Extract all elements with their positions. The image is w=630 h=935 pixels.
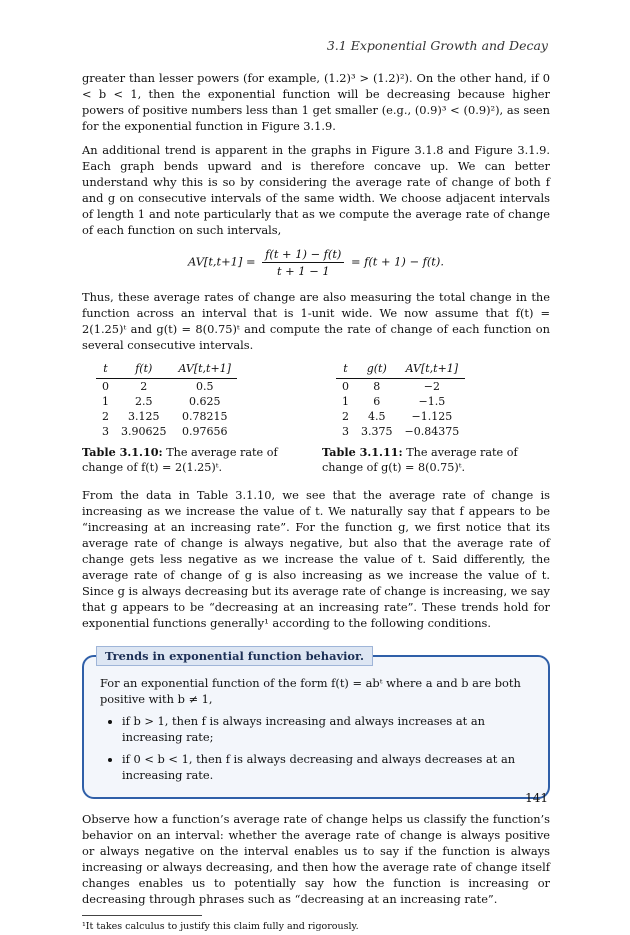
table-cell: −0.84375 [404,425,460,438]
equation-rhs: = f(t + 1) − f(t). [350,254,444,269]
table-g-header: t [336,361,355,379]
table-row [336,409,465,424]
paragraph-3: Thus, these average rates of change are also measuring the total change in the function across an interval that is 1-unit wide. We now assume that f(t) = 2(1.25)ᵗ and g(t) = 8(0.75)ᵗ and compute the rate of change of each function on several consecutive intervals. [82,290,550,352]
tables-row [82,361,550,475]
page-number: 141 [525,791,548,805]
table-g-caption [322,445,550,475]
list-item: • if 0 < b < 1, then f is always decreasing and always decreases at an increasing rate. [122,751,534,783]
list-item: • if b > 1, then f is always increasing and always increases at an increasing rate; [122,713,534,745]
table-g-header: AV[t,t+1] [399,361,466,379]
table-cell: 6 [373,395,381,408]
table-g-block [322,361,550,475]
table-f-header: AV[t,t+1] [173,361,237,379]
footnote-rule [82,915,202,916]
trends-box [82,649,550,799]
table-row [336,424,465,439]
equation-lhs: AV[t,t+1] = [188,254,256,269]
table-g-caption-label: Table 3.1.11: [322,445,403,459]
table-cell: 0.78215 [181,410,228,423]
table-g-caption-text: The average rate of change of g(t) = 8(0.75)ᵗ. [322,446,518,474]
table-cell: 3.90625 [121,425,167,438]
table-f-header: t [96,361,115,379]
table-g-header: g(t) [355,361,399,379]
page-body [82,70,550,935]
table-cell: 3 [342,425,349,438]
table-cell: −1.125 [411,410,453,423]
table-f-caption-label: Table 3.1.10: [82,445,163,459]
table-cell: 3.125 [128,410,160,423]
table-cell: 3 [102,425,109,438]
table-cell: 3.375 [361,425,393,438]
table-cell: 0 [102,380,109,393]
table-cell: 8 [373,380,381,393]
table-row [336,394,465,409]
table-f-header: f(t) [115,361,173,379]
average-rate-equation [82,246,550,279]
trends-list [100,713,534,783]
table-f-caption [82,445,310,475]
paragraph-5: Observe how a function’s average rate of change helps us classify the function’s behavior on an interval: whether the average rate of change is always positive or always negative on the interval enables us to say if the function is always increasing or always decreasing, and then how the average rate of change itself changes enables us to potentially say how the function is increasing or decreasing through phrases such as “decreasing at an increasing rate”. [82,812,550,906]
equation-fraction [262,246,344,279]
table-cell: 0 [342,380,349,393]
table-cell: 2 [102,410,109,423]
table-cell: 0.625 [188,395,221,408]
table-cell: −1.5 [418,395,446,408]
equation-numerator: f(t + 1) − f(t) [262,246,344,263]
table-f-block [82,361,310,475]
paragraph-2: An additional trend is apparent in the graphs in Figure 3.1.8 and Figure 3.1.9. Each graph bends upward and is therefore concave up. We can better understand why this is so by considering the average rate of change of both f and g on consecutive intervals of the same width. We choose adjacent intervals of length 1 and note particularly that as we compute the average rate of change of each function on such intervals, [82,143,550,237]
running-head: 3.1 Exponential Growth and Decay [326,38,548,53]
table-row [96,409,237,424]
table-cell: 0.5 [195,380,214,393]
table-cell: 0.97656 [181,425,228,438]
table-f [96,361,237,439]
table-row [336,379,465,395]
table-cell: 4.5 [368,410,386,423]
table-row [96,424,237,439]
table-cell: 1 [102,395,109,408]
footnote: ¹It takes calculus to justify this claim fully and rigorously. [82,921,359,932]
table-f-caption-text: The average rate of change of f(t) = 2(1.25)ᵗ. [82,446,278,474]
trends-box-intro: For an exponential function of the form f(t) = abᵗ where a and b are both positive with b ≠ 1, [100,676,521,706]
table-cell: −2 [423,380,440,393]
table-cell: 2 [342,410,349,423]
table-g [336,361,465,439]
equation-denominator: t + 1 − 1 [276,264,330,278]
paragraph-4: From the data in Table 3.1.10, we see that the average rate of change is increasing as we increase the value of t. We naturally say that f appears to be “increasing at an increasing rate”. For the function g, we first notice that its average rate of change is always negative, but also that the average rate of change gets less negative as we increase the value of t. Said differently, the average rate of change of g is also increasing as we increase the value of t. Since g is always decreasing but its average rate of change is increasing, we say that g appears to be “decreasing at an increasing rate”. These trends hold for exponential functions generally¹ according to the following conditions. [82,488,550,630]
table-cell: 1 [342,395,349,408]
table-cell: 2.5 [135,395,153,408]
table-row [96,394,237,409]
paragraph-1: greater than lesser powers (for example, (1.2)³ > (1.2)²). On the other hand, if 0 < b < 1, then the exponential function will be decreasing because higher powers of positive numbers less than 1 get smaller (e.g., (0.9)³ < (0.9)²), as seen for the exponential function in Figure 3.1.9. [82,71,550,133]
trends-box-title: Trends in exponential function behavior. [96,646,373,666]
table-row [96,379,237,395]
table-cell: 2 [140,380,148,393]
